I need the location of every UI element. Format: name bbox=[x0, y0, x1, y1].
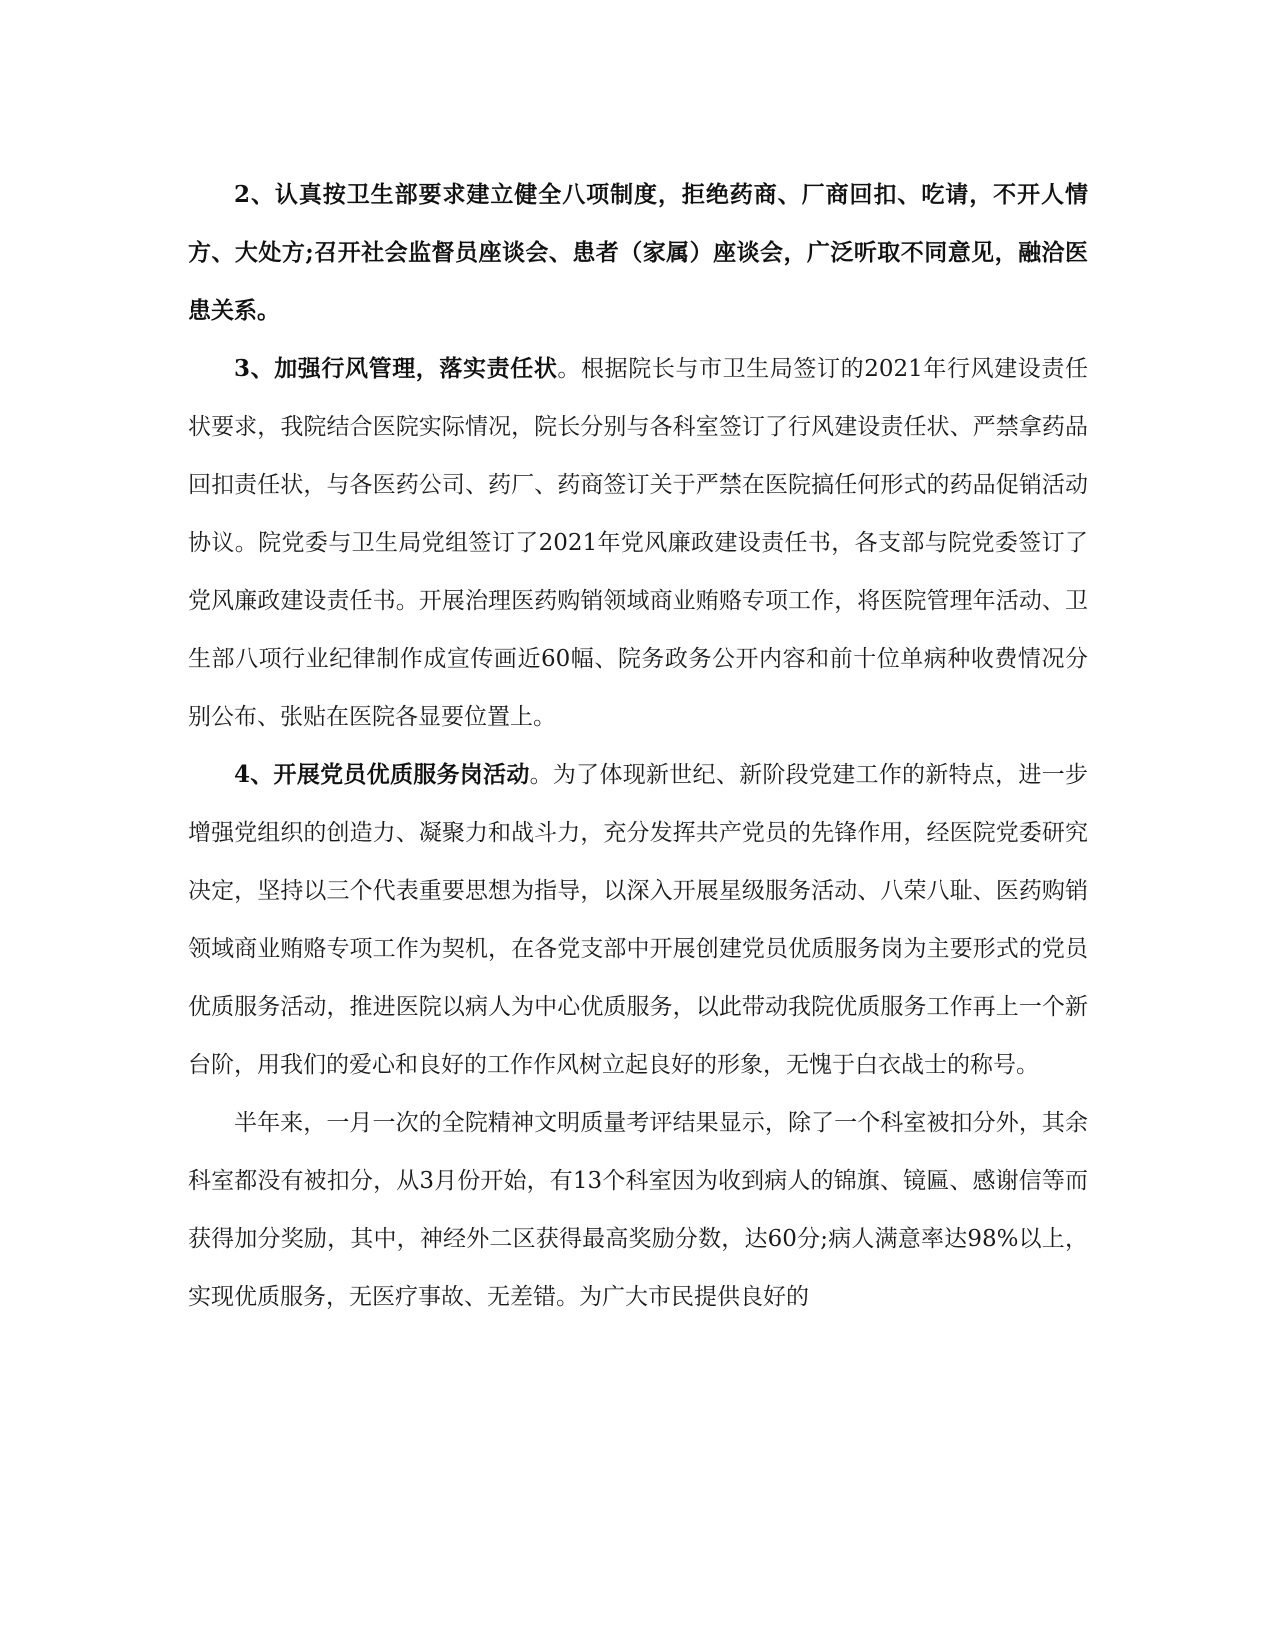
paragraph-text: 。根据院长与市卫生局签订的2021年行风建设责任状要求，我院结合医院实际情况，院长分别与各科室签订了行风建设责任状、严禁拿药品回扣责任状，与各医药公司、药厂、药商签订关于严禁在医院搞任何形式的药品促销活动协议。院党委与卫生局党组签订了2021年党风廉政建设责任书，各支部与院党委签订了党风廉政建设责任书。开展治理医药购销领域商业贿赂专项工作，将医院管理年活动、卫生部八项行业纪律制作成宣传画近60幅、院务政务公开内容和前十位单病种收费情况分别公布、张贴在医院各显要位置上。 bbox=[188, 356, 1088, 730]
paragraph-text: 半年来，一月一次的全院精神文明质量考评结果显示，除了一个科室被扣分外，其余科室都没有被扣分，从3月份开始，有13个科室因为收到病人的锦旗、镜匾、感谢信等而获得加分奖励，其中，神经外二区获得最高奖励分数，达60分;病人满意率达98%以上，实现优质服务，无医疗事故、无差错。为广大市民提供良好的 bbox=[188, 1110, 1088, 1310]
paragraph-item-4 bbox=[188, 746, 1088, 1094]
paragraph-item-2 bbox=[188, 166, 1088, 340]
paragraph-item-3 bbox=[188, 340, 1088, 746]
paragraph-text: 。为了体现新世纪、新阶段党建工作的新特点，进一步增强党组织的创造力、凝聚力和战斗力，充分发挥共产党员的先锋作用，经医院党委研究决定，坚持以三个代表重要思想为指导，以深入开展星级服务活动、八荣八耻、医药购销领域商业贿赂专项工作为契机，在各党支部中开展创建党员优质服务岗为主要形式的党员优质服务活动，推进医院以病人为中心优质服务，以此带动我院优质服务工作再上一个新台阶，用我们的爱心和良好的工作作风树立起良好的形象，无愧于白衣战士的称号。 bbox=[188, 762, 1088, 1078]
paragraph-heading: 3、加强行风管理，落实责任状 bbox=[234, 355, 558, 382]
paragraph-heading: 4、开展党员优质服务岗活动 bbox=[234, 761, 530, 788]
paragraph-item-5 bbox=[188, 1094, 1088, 1326]
document-body bbox=[188, 166, 1088, 1326]
paragraph-heading: 2、认真按卫生部要求建立健全八项制度，拒绝药商、厂商回扣、吃请，不开人情方、大处方;召开社会监督员座谈会、患者（家属）座谈会，广泛听取不同意见，融洽医患关系。 bbox=[188, 181, 1088, 324]
